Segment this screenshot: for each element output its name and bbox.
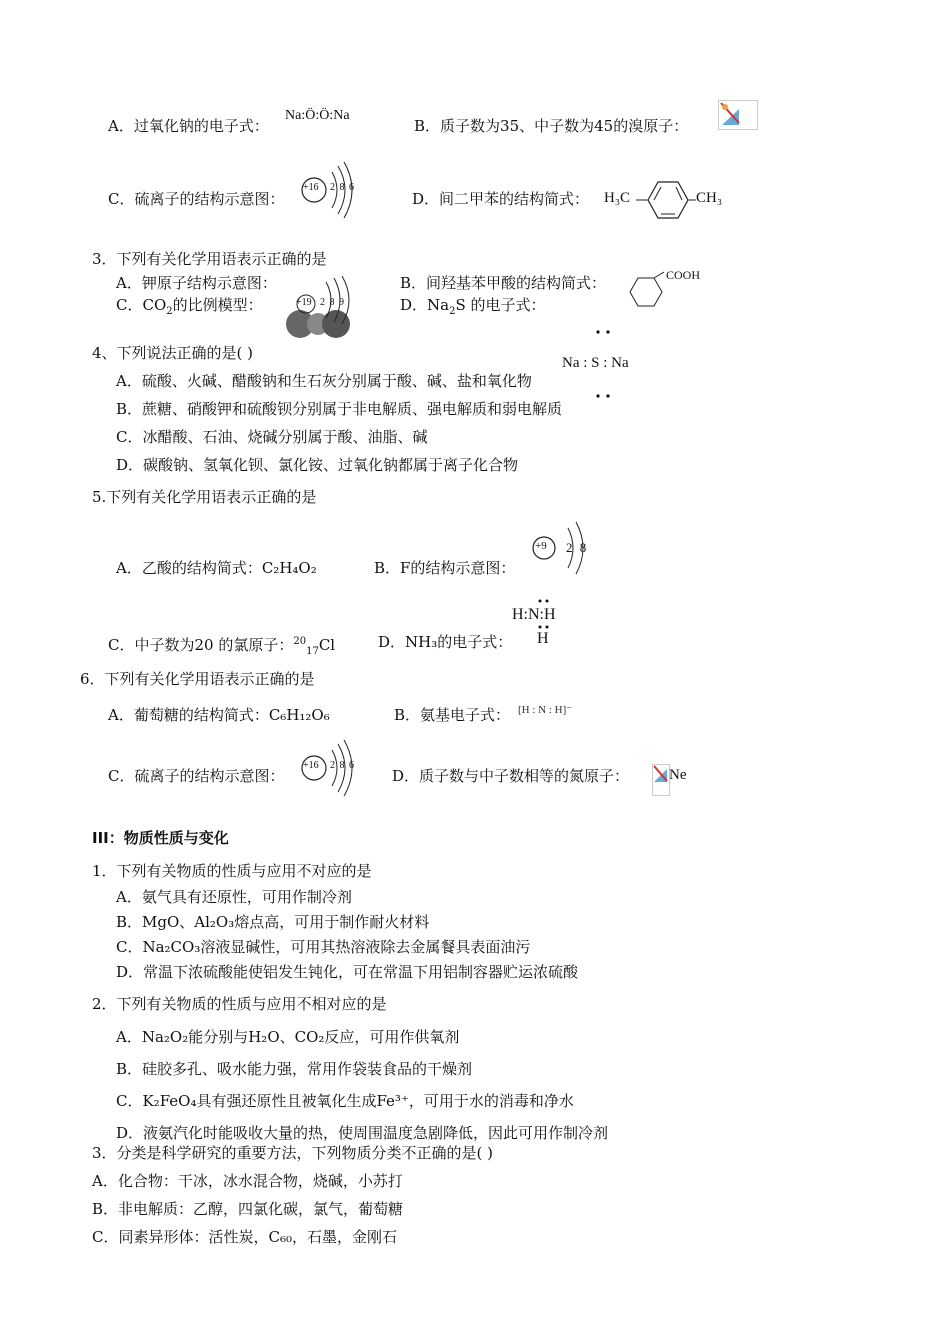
q5-option-b: B．F的结构示意图： xyxy=(374,559,516,577)
question-3: 3．下列有关化学用语表示正确的是 xyxy=(92,250,327,268)
q5-option-d: D．NH₃的电子式： xyxy=(378,633,513,651)
p2-option-a: A．Na₂O₂能分别与H₂O、CO₂反应，可用作供氧剂 xyxy=(116,1028,460,1046)
p3-option-b: B．非电解质：乙醇，四氯化碳，氯气，葡萄糖 xyxy=(92,1200,404,1218)
broken-image-icon-2 xyxy=(652,764,670,796)
sulfur-ion-structure-diagram xyxy=(298,160,362,224)
p2-option-c: C．K₂FeO₄具有强还原性且被氧化生成Fe³⁺，可用于水的消毒和净水 xyxy=(116,1092,574,1110)
q3-option-d: D．$Na_2S$ 的电子式： xyxy=(400,296,546,317)
s-shell-label-2: 2 8 6 xyxy=(330,760,355,771)
p2-option-b: B．硅胶多孔、吸水能力强，常用作袋装食品的干燥剂 xyxy=(116,1060,473,1078)
ch3-label: CH₃ xyxy=(696,190,723,206)
option-c1: C．硫离子的结构示意图： xyxy=(108,190,285,208)
potassium-structure-diagram xyxy=(280,276,356,344)
q3-option-b: B．间羟基苯甲酸的结构简式： xyxy=(400,274,607,292)
q4-option-c: C．冰醋酸、石油、烧碱分别属于酸、油脂、碱 xyxy=(116,428,428,446)
na2s-text: Na : S : Na xyxy=(562,355,629,371)
k-nucleus-label: +19 xyxy=(296,297,312,308)
question-4: 4、下列说法正确的是( ) xyxy=(92,344,254,362)
property-question-2: 2．下列有关物质的性质与应用不相对应的是 xyxy=(92,995,387,1013)
p1-option-c: C．Na₂CO₃溶液显碱性，可用其热溶液除去金属餐具表面油污 xyxy=(116,938,531,956)
q6-option-a: A．葡萄糖的结构简式：C₆H₁₂O₆ xyxy=(108,706,330,724)
q6-option-d: D．质子数与中子数相等的氮原子： xyxy=(392,767,630,785)
option-d1: D．间二甲苯的结构简式： xyxy=(412,190,590,208)
na2s-electron-formula xyxy=(560,322,650,406)
s-shell-label: 2 8 6 xyxy=(330,182,355,193)
section-heading: III：物质性质与变化 xyxy=(92,829,229,847)
nh3-electron-formula xyxy=(510,598,580,658)
q3-option-a: A．钾原子结构示意图： xyxy=(116,274,277,292)
nh3-top-text: H:N:H xyxy=(512,606,556,623)
p3-option-c: C．同素异形体：活性炭，C₆₀，石墨，金刚石 xyxy=(92,1228,397,1246)
broken-image-icon xyxy=(718,100,758,130)
f-nucleus-label: +9 xyxy=(535,540,547,552)
nh3-bottom-text: H xyxy=(537,630,549,647)
p3-option-a: A．化合物：干冰，冰水混合物，烧碱，小苏打 xyxy=(92,1172,403,1190)
p1-option-a: A．氨气具有还原性，可用作制冷剂 xyxy=(116,888,352,906)
q5-option-c: C．中子数为20 的氯原子：$^{20}_{17}$Cl xyxy=(108,636,336,657)
benzene-ring-icon xyxy=(636,178,696,226)
q6-option-c: C．硫离子的结构示意图： xyxy=(108,767,285,785)
fluorine-structure-diagram xyxy=(530,520,594,580)
cooh-label: COOH xyxy=(666,268,701,282)
h3c-label: H₃C xyxy=(604,190,631,206)
q5-option-a: A．乙酸的结构简式：C₂H₄O₂ xyxy=(116,559,317,577)
question-5: 5.下列有关化学用语表示正确的是 xyxy=(92,488,317,506)
q4-option-d: D．碳酸钠、氢氧化钡、氯化铵、过氧化钠都属于离子化合物 xyxy=(116,456,519,474)
sulfur-ion-structure-diagram-2 xyxy=(298,738,362,802)
p1-option-b: B．MgO、Al₂O₃熔点高，可用于制作耐火材料 xyxy=(116,913,430,931)
k-shell-label: 2 8 9 xyxy=(320,297,345,308)
p2-option-d: D．液氨汽化时能吸收大量的热，使周围温度急剧降低，因此可用作制冷剂 xyxy=(116,1124,609,1142)
question-6: 6．下列有关化学用语表示正确的是 xyxy=(80,670,315,688)
ne-symbol: Ne xyxy=(669,767,687,783)
property-question-1: 1．下列有关物质的性质与应用不对应的是 xyxy=(92,862,372,880)
f-shell-label: 2 8 xyxy=(566,540,589,555)
q4-option-b: B．蔗糖、硝酸钾和硫酸钡分别属于非电解质、强电解质和弱电解质 xyxy=(116,400,563,418)
option-a1: A．过氧化钠的电子式： xyxy=(108,117,269,135)
q3-option-c: C．$CO_2$的比例模型： xyxy=(116,296,263,317)
s-nucleus-label-2: +16 xyxy=(303,760,319,771)
s-nucleus-label: +16 xyxy=(303,182,319,193)
property-question-3: 3．分类是科学研究的重要方法，下列物质分类不正确的是( ) xyxy=(92,1144,494,1162)
na2o2-electron-formula: Na:Ö:Ö:Na xyxy=(285,108,350,123)
q6-option-b: B．氨基电子式： xyxy=(394,706,511,724)
p1-option-d: D．常温下浓硫酸能使铝发生钝化，可在常温下用铝制容器贮运浓硫酸 xyxy=(116,963,579,981)
nh2-electron-formula: [H : N : H]⁻ xyxy=(518,704,573,716)
q4-option-a: A．硫酸、火碱、醋酸钠和生石灰分别属于酸、碱、盐和氧化物 xyxy=(116,372,532,390)
option-b1: B．质子数为35、中子数为45的溴原子： xyxy=(414,117,689,135)
